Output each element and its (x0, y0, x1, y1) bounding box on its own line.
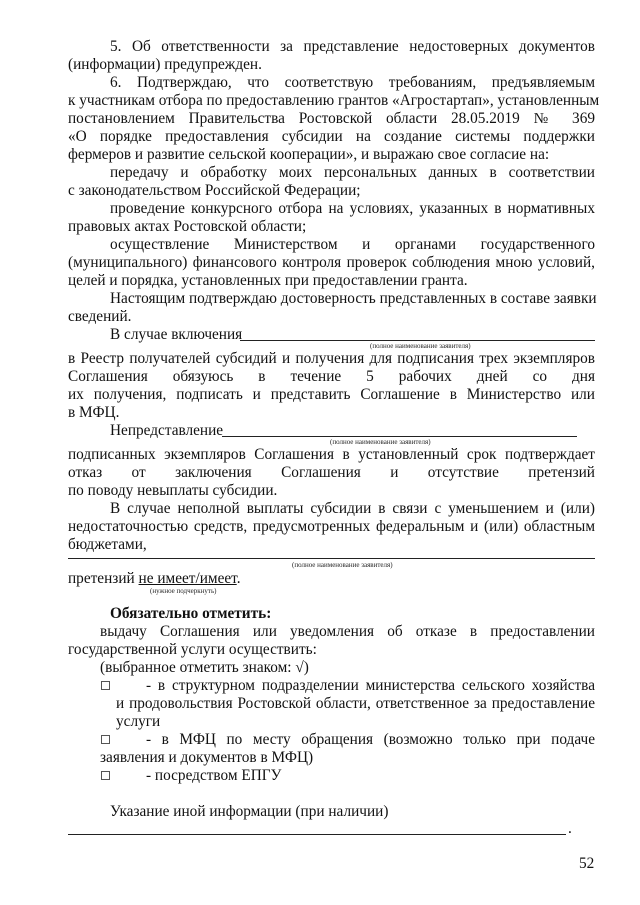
partial-line: бюджетами, (68, 536, 147, 553)
applicant-name-field[interactable] (240, 340, 595, 341)
inclusion-line: в Реестр получателей субсидий и получения для подписания трех экземпляров (68, 350, 595, 367)
option-line: - в МФЦ по месту обращения (возможно только при подаче (146, 731, 595, 748)
claims-line (68, 570, 241, 588)
mandatory-line: выдачу Соглашения или уведомления об отказе в предоставлении (100, 623, 595, 640)
page-number: 52 (579, 855, 595, 872)
option-line: - посредством ЕПГУ (146, 767, 282, 784)
field-caption: (полное наименование заявителя) (370, 342, 471, 350)
option-line: - в структурном подразделении министерства сельского хозяйства (146, 677, 595, 694)
item-6-line: 6. Подтверждаю, что соответствую требованиям, предъявляемым (110, 74, 595, 91)
other-info-field[interactable] (68, 834, 566, 835)
field-caption: (полное наименование заявителя) (330, 438, 431, 446)
inclusion-line: Соглашения обязуюсь в течение 5 рабочих дней со дня (68, 368, 595, 385)
inclusion-lead: В случае включения (110, 326, 243, 343)
item-6-line: постановлением Правительства Ростовской области 28.05.2019 № 369 (68, 110, 595, 127)
confirm-line: Настоящим подтверждаю достоверность представленных в составе заявки (110, 290, 597, 307)
mandatory-title: Обязательно отметить: (110, 605, 272, 622)
nonsubmission-line: подписанных экземпляров Соглашения в установленный срок подтверждает (68, 446, 595, 463)
option-line: и продовольствия Ростовской области, ответственное за предоставление (116, 695, 595, 712)
claims-prefix: претензий (68, 570, 135, 587)
partial-line: недостаточностью средств, предусмотренных федеральным и (или) областным (68, 518, 595, 535)
nonsubmission-line: отказ от заключения Соглашения и отсутствие претензий (68, 464, 595, 481)
consent-line: правовых актах Ростовской области; (68, 218, 307, 235)
consent-line: осуществление Министерством и органами государственного (110, 236, 595, 253)
item-5-line: 5. Об ответственности за представление недостоверных документов (110, 38, 595, 55)
claims-suffix: . (236, 570, 241, 587)
field-caption: (полное наименование заявителя) (292, 561, 393, 569)
confirm-line: сведений. (68, 308, 132, 325)
option-line: заявления и документов в МФЦ) (100, 749, 314, 766)
nonsubmission-line: по поводу невыплаты субсидии. (68, 482, 278, 499)
applicant-name-field[interactable] (222, 436, 577, 437)
item-6-line: фермеров и развитие сельской кооперации», и выражаю свое согласие на: (68, 146, 550, 163)
other-info-label: Указание иной информации (при наличии) (110, 803, 389, 820)
consent-line: с законодательством Российской Федерации; (68, 182, 361, 199)
mandatory-hint: (выбранное отметить знаком: √) (100, 659, 309, 676)
other-info-end: . (568, 820, 572, 837)
option-checkbox[interactable] (101, 771, 110, 780)
item-6-line: к участникам отбора по предоставлению грантов «Агростартап», установленным (68, 92, 600, 109)
option-checkbox[interactable] (101, 681, 110, 690)
applicant-name-field[interactable] (68, 558, 595, 559)
mandatory-line: государственной услуги осуществить: (68, 641, 317, 658)
field-caption: (нужное подчеркнуть) (150, 587, 217, 595)
item-5-line: (информации) предупрежден. (68, 56, 262, 73)
partial-line: В случае неполной выплаты субсидии в связи с уменьшением и (или) (110, 500, 595, 517)
consent-line: проведение конкурсного отбора на условиях, указанных в нормативных (110, 200, 595, 217)
inclusion-line: в МФЦ. (68, 404, 120, 421)
nonsubmission-lead: Непредставление (110, 422, 224, 439)
inclusion-line: их получения, подписать и представить Соглашение в Министерство или (68, 386, 595, 403)
consent-line: (муниципального) финансового контроля проверок соблюдения мною условий, (68, 254, 595, 271)
item-6-line: «О порядке предоставления субсидии на создание системы поддержки (68, 128, 595, 145)
consent-line: передачу и обработку моих персональных данных в соответствии (110, 164, 595, 181)
option-checkbox[interactable] (101, 735, 110, 744)
claims-option[interactable]: не имеет/имеет (138, 570, 237, 587)
option-line: услуги (116, 713, 161, 730)
consent-line: целей и порядка, установленных при предоставлении гранта. (68, 272, 468, 289)
